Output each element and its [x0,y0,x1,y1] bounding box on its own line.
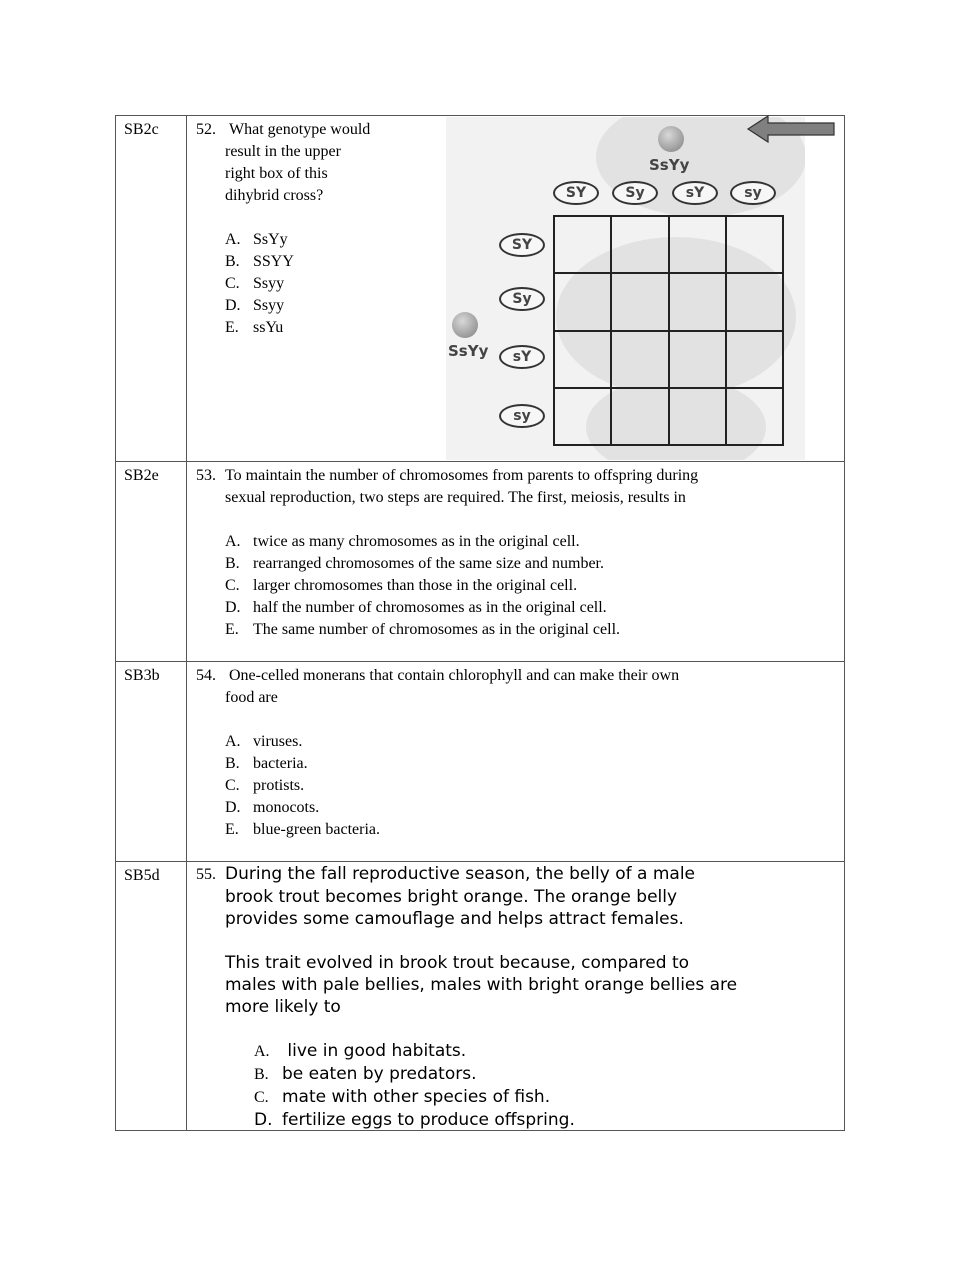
question-row-54 [116,662,844,862]
option-text: Ssyy [253,297,285,314]
question-stem: more likely to [225,997,341,1017]
question-stem: During the fall reproductive season, the belly of a male [225,864,696,884]
question-row-52 [116,116,844,462]
punnett-square-figure [446,117,805,460]
question-stem: provides some camouflage and helps attract females. [225,909,684,929]
option-label: C. [225,577,240,594]
punnett-cell [726,331,783,388]
answer-option[interactable] [254,1063,737,1086]
option-label: B. [225,555,240,572]
standard-code: SB5d [116,862,187,1130]
option-text: SSYY [253,253,294,270]
question-number: 53. [196,467,216,484]
standard-code: SB2e [116,462,187,661]
option-text: half the number of chromosomes as in the original cell. [253,599,607,616]
option-text: ssYu [253,319,284,336]
option-text: viruses. [253,733,303,750]
question-stem: right box of this [225,165,328,182]
gamete-oval-row: sY [499,345,545,369]
punnett-cell [554,216,611,273]
option-text: blue-green bacteria. [253,821,381,838]
punnett-cell [611,216,668,273]
option-text: mate with other species of fish. [282,1087,551,1107]
punnett-cell [611,388,668,445]
question-stem: dihybrid cross? [225,187,324,204]
option-text: The same number of chromosomes as in the original cell. [253,621,621,638]
question-number: 54. [196,667,216,684]
option-text: monocots. [253,799,320,816]
gamete-oval-column: sy [730,181,776,205]
answer-option[interactable] [225,731,679,753]
option-text: Ssyy [253,275,285,292]
option-label: B. [225,755,240,772]
answer-options [225,229,370,339]
option-label: E. [225,319,239,336]
question-cell [187,862,844,1130]
option-label: B. [225,253,240,270]
option-label: D. [254,1110,273,1130]
answer-options [225,731,679,841]
punnett-cell [669,216,726,273]
answer-option[interactable] [225,597,698,619]
question-cell [187,116,844,461]
option-label: C. [225,275,240,292]
answer-option[interactable] [225,295,370,317]
punnett-cell [726,388,783,445]
answer-option[interactable] [254,1086,737,1109]
punnett-grid [553,215,784,446]
question-cell [187,462,844,661]
option-text: SsYy [253,231,288,248]
punnett-cell [554,273,611,330]
answer-option[interactable] [225,619,698,641]
pointer-arrow-icon [746,114,836,144]
answer-option[interactable] [225,531,698,553]
left-parent-genotype: SsYy [448,342,489,360]
standard-code: SB2c [116,116,187,461]
question-stem: This trait evolved in brook trout because, compared to [225,953,690,973]
question-stem: sexual reproduction, two steps are required. The first, meiosis, results in [225,489,686,506]
option-text: fertilize eggs to produce offspring. [282,1110,575,1130]
option-label: C. [254,1089,269,1106]
punnett-cell [611,331,668,388]
answer-option[interactable] [225,553,698,575]
gamete-oval-row: Sy [499,287,545,311]
parent-ball-icon [452,312,478,338]
question-stem: brook trout becomes bright orange. The orange belly [225,887,678,907]
option-text: larger chromosomes than those in the original cell. [253,577,578,594]
option-label: C. [225,777,240,794]
gamete-oval-column: SY [553,181,599,205]
answer-option[interactable] [225,273,370,295]
option-label: A. [254,1043,270,1060]
option-label: A. [225,733,241,750]
answer-option[interactable] [225,819,679,841]
option-label: A. [225,231,241,248]
punnett-cell [726,216,783,273]
option-label: D. [225,799,241,816]
question-stem: result in the upper [225,143,341,160]
question-stem: To maintain the number of chromosomes from parents to offspring during [225,467,699,484]
gamete-oval-column: sY [672,181,718,205]
question-table [115,115,845,1131]
punnett-cell [669,273,726,330]
punnett-cell [554,388,611,445]
option-label: D. [225,599,241,616]
answer-option[interactable] [225,753,679,775]
option-text: be eaten by predators. [282,1064,477,1084]
question-cell [187,662,844,861]
option-text: rearranged chromosomes of the same size and number. [253,555,604,572]
option-label: B. [254,1066,269,1083]
question-row-55 [116,862,844,1130]
question-stem: What genotype would [229,121,371,138]
standard-code: SB3b [116,662,187,861]
punnett-cell [669,331,726,388]
question-row-53 [116,462,844,662]
punnett-cell [611,273,668,330]
gamete-oval-row: sy [499,404,545,428]
gamete-oval-column: Sy [612,181,658,205]
punnett-cell [669,388,726,445]
punnett-cell [726,273,783,330]
gamete-oval-row: SY [499,233,545,257]
option-text: protists. [253,777,305,794]
answer-option[interactable] [225,317,370,339]
option-label: E. [225,821,239,838]
option-text: bacteria. [253,755,308,772]
option-label: D. [225,297,241,314]
option-text: twice as many chromosomes as in the original cell. [253,533,580,550]
answer-option[interactable] [225,775,679,797]
answer-option[interactable] [225,797,679,819]
parent-ball-icon [658,126,684,152]
answer-options [254,1040,737,1131]
option-text: live in good habitats. [282,1041,467,1061]
top-parent-genotype: SsYy [649,156,690,174]
option-label: A. [225,533,241,550]
answer-option[interactable] [254,1040,737,1063]
question-stem: food are [225,689,278,706]
question-number: 52. [196,121,216,138]
answer-option[interactable] [225,229,370,251]
question-number: 55. [196,866,216,883]
question-stem: males with pale bellies, males with bright orange bellies are [225,975,738,995]
answer-options [225,531,698,641]
question-stem: One-celled monerans that contain chlorophyll and can make their own [229,667,680,684]
option-label: E. [225,621,239,638]
answer-option[interactable] [254,1109,737,1131]
punnett-cell [554,331,611,388]
answer-option[interactable] [225,251,370,273]
answer-option[interactable] [225,575,698,597]
